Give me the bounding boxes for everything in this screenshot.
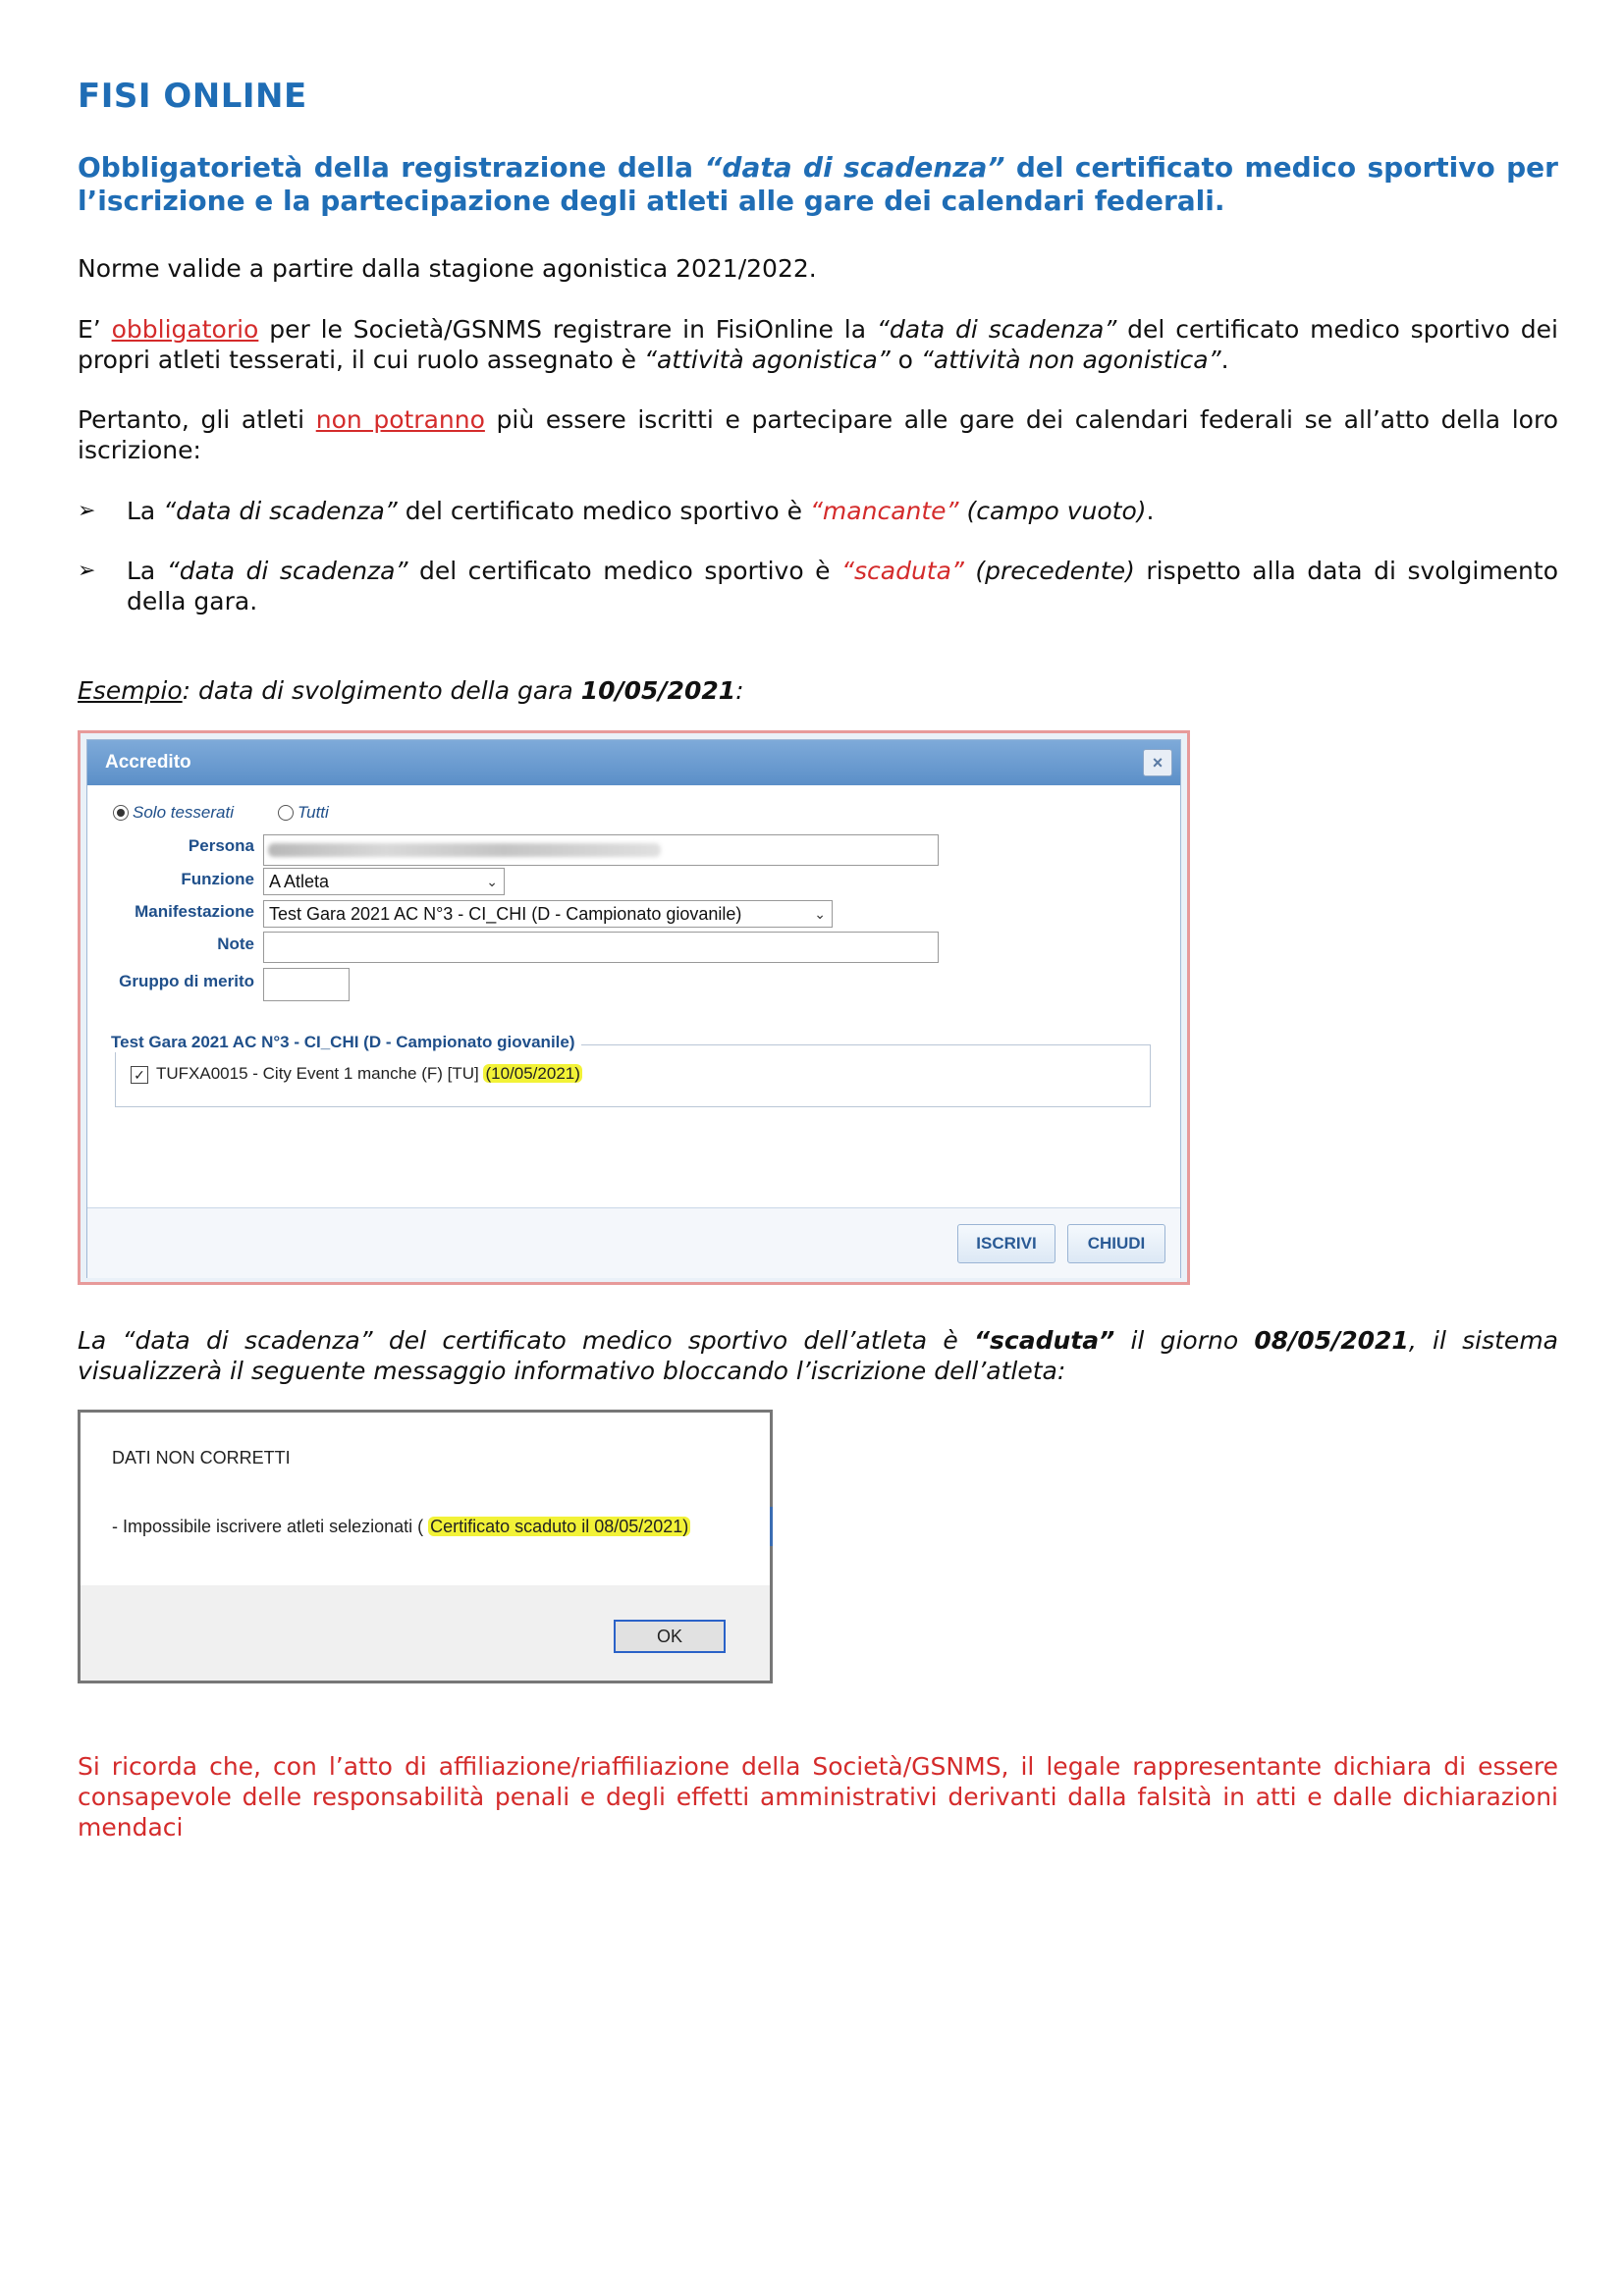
iscrivi-button[interactable]: ISCRIVI (957, 1224, 1056, 1263)
message-title: DATI NON CORRETTI (112, 1448, 291, 1468)
italic-text: “attività agonistica” (644, 346, 891, 374)
subtitle-part: del certificato medico sportivo per l’iscrizione e la partecipazione degli atleti alle gare dei calendari federali. (78, 151, 1558, 217)
text-run: , il sistema visualizzerà il seguente messaggio informativo bloccando l’iscrizione dell’atleta: (78, 1326, 1558, 1385)
paragraph-norme: Norme valide a partire dalla stagione agonistica 2021/2022. (78, 254, 817, 283)
paragraph-note: Si ricorda che, con l’atto di affiliazione/riaffiliazione della Società/GSNMS, il legale rappresentante dichiara di essere consapevole delle responsabilità penali e degli effetti amministrativi derivanti dalla falsità in atti e dalle dichiarazioni mendaci (78, 1752, 1558, 1842)
persona-field[interactable] (263, 834, 939, 866)
event-text: TUFXA0015 - City Event 1 manche (F) [TU] (156, 1064, 484, 1083)
note-field[interactable] (263, 932, 939, 963)
paragraph-pertanto (78, 404, 1558, 465)
dialog-body (87, 785, 1180, 1207)
text-run: : (735, 676, 744, 705)
highlighted-message: Certificato scaduto il 08/05/2021) (430, 1517, 689, 1536)
italic-text: (campo vuoto) (958, 497, 1147, 525)
select-value: Test Gara 2021 AC N°3 - CI_CHI (D - Campionato giovanile) (269, 904, 742, 924)
text-run: del certificato medico sportivo è (407, 557, 842, 585)
doc-subtitle (78, 151, 1558, 218)
edge-accent (770, 1507, 773, 1546)
error-message-screenshot (78, 1410, 773, 1683)
text-run: . (1220, 346, 1229, 374)
chevron-down-icon: ⌄ (486, 874, 498, 889)
text-run: per le Società/GSNMS registrare in FisiOnline la (258, 315, 877, 344)
radio-solo-tesserati[interactable] (113, 805, 129, 821)
text-run: La “data di scadenza” del certificato medico sportivo dell’atleta è (78, 1326, 974, 1355)
bullet-arrow-icon: ➢ (78, 559, 96, 583)
text-run: . (1146, 497, 1155, 525)
event-checkbox[interactable]: ✓ (131, 1066, 148, 1084)
text-run: o (890, 346, 921, 374)
ok-button[interactable]: OK (614, 1620, 726, 1653)
red-italic-text: “mancante” (809, 497, 959, 525)
radio-label: Solo tesserati (133, 803, 234, 822)
message-text (112, 1517, 690, 1537)
bullet-text (127, 496, 1558, 526)
text-run: più essere iscritti e partecipare alle gare dei calendari federali se all’atto della loro iscrizione: (78, 405, 1558, 464)
bullet-arrow-icon: ➢ (78, 499, 96, 523)
paragraph-esempio (78, 675, 1558, 706)
fieldset-legend: Test Gara 2021 AC N°3 - CI_CHI (D - Campionato giovanile) (105, 1033, 581, 1052)
text-run: il giorno (1114, 1326, 1255, 1355)
note-label: Note (217, 934, 254, 953)
blurred-name (268, 843, 661, 857)
bold-text: “scaduta” (973, 1326, 1115, 1355)
italic-text: (precedente) (963, 557, 1135, 585)
accredito-dialog (86, 739, 1181, 1278)
dialog-titlebar (87, 740, 1180, 785)
radio-label: Tutti (298, 803, 329, 822)
paragraph-obbligatorio (78, 314, 1558, 375)
italic-text: “data di scadenza” (876, 315, 1117, 344)
manifestazione-label: Manifestazione (135, 902, 254, 921)
gruppo-label: Gruppo di merito (119, 972, 254, 990)
funzione-label: Funzione (181, 870, 254, 888)
dialog-footer (87, 1207, 1180, 1278)
bullet-text (127, 556, 1558, 616)
text-run: rispetto alla data di svolgimento della gara. (127, 557, 1558, 615)
gruppo-field[interactable] (263, 968, 350, 1001)
radio-tutti[interactable] (278, 805, 294, 821)
underlined-red-text: obbligatorio (111, 315, 259, 344)
dialog-title: Accredito (105, 752, 191, 773)
event-label (156, 1064, 582, 1084)
subtitle-emphasis: “data di scadenza” (704, 151, 1005, 184)
text-run: La (127, 557, 167, 585)
select-value: A Atleta (269, 872, 330, 891)
chevron-down-icon: ⌄ (814, 906, 826, 922)
highlighted-date: (10/05/2021) (485, 1064, 580, 1083)
close-icon[interactable]: × (1143, 749, 1172, 776)
text-run: : data di svolgimento della gara (182, 676, 581, 705)
accredito-screenshot (78, 730, 1190, 1285)
italic-text: “data di scadenza” (163, 497, 398, 525)
doc-title: FISI ONLINE (78, 77, 307, 116)
manifestazione-select[interactable] (263, 900, 833, 928)
bold-date: 10/05/2021 (580, 676, 736, 705)
underlined-red-text: non potranno (315, 405, 485, 434)
persona-label: Persona (188, 836, 254, 855)
text-run: La (127, 497, 164, 525)
text-run: Pertanto, gli atleti (78, 405, 316, 434)
bold-date: 08/05/2021 (1254, 1326, 1409, 1355)
message-body (81, 1413, 770, 1585)
text-run: E’ (78, 315, 112, 344)
chiudi-button[interactable]: CHIUDI (1067, 1224, 1165, 1263)
underlined-text: Esempio (78, 676, 183, 705)
italic-text: “attività non agonistica” (920, 346, 1221, 374)
text-run: del certificato medico sportivo dei propri atleti tesserati, il cui ruolo assegnato è (78, 315, 1558, 374)
text-run: del certificato medico sportivo è (397, 497, 810, 525)
paragraph-scaduta (78, 1325, 1558, 1386)
message-prefix: - Impossibile iscrivere atleti selezionati ( (112, 1517, 429, 1536)
subtitle-part: Obbligatorietà della registrazione della (78, 151, 705, 184)
red-italic-text: “scaduta” (841, 557, 964, 585)
funzione-select[interactable] (263, 868, 505, 895)
italic-text: “data di scadenza” (166, 557, 408, 585)
